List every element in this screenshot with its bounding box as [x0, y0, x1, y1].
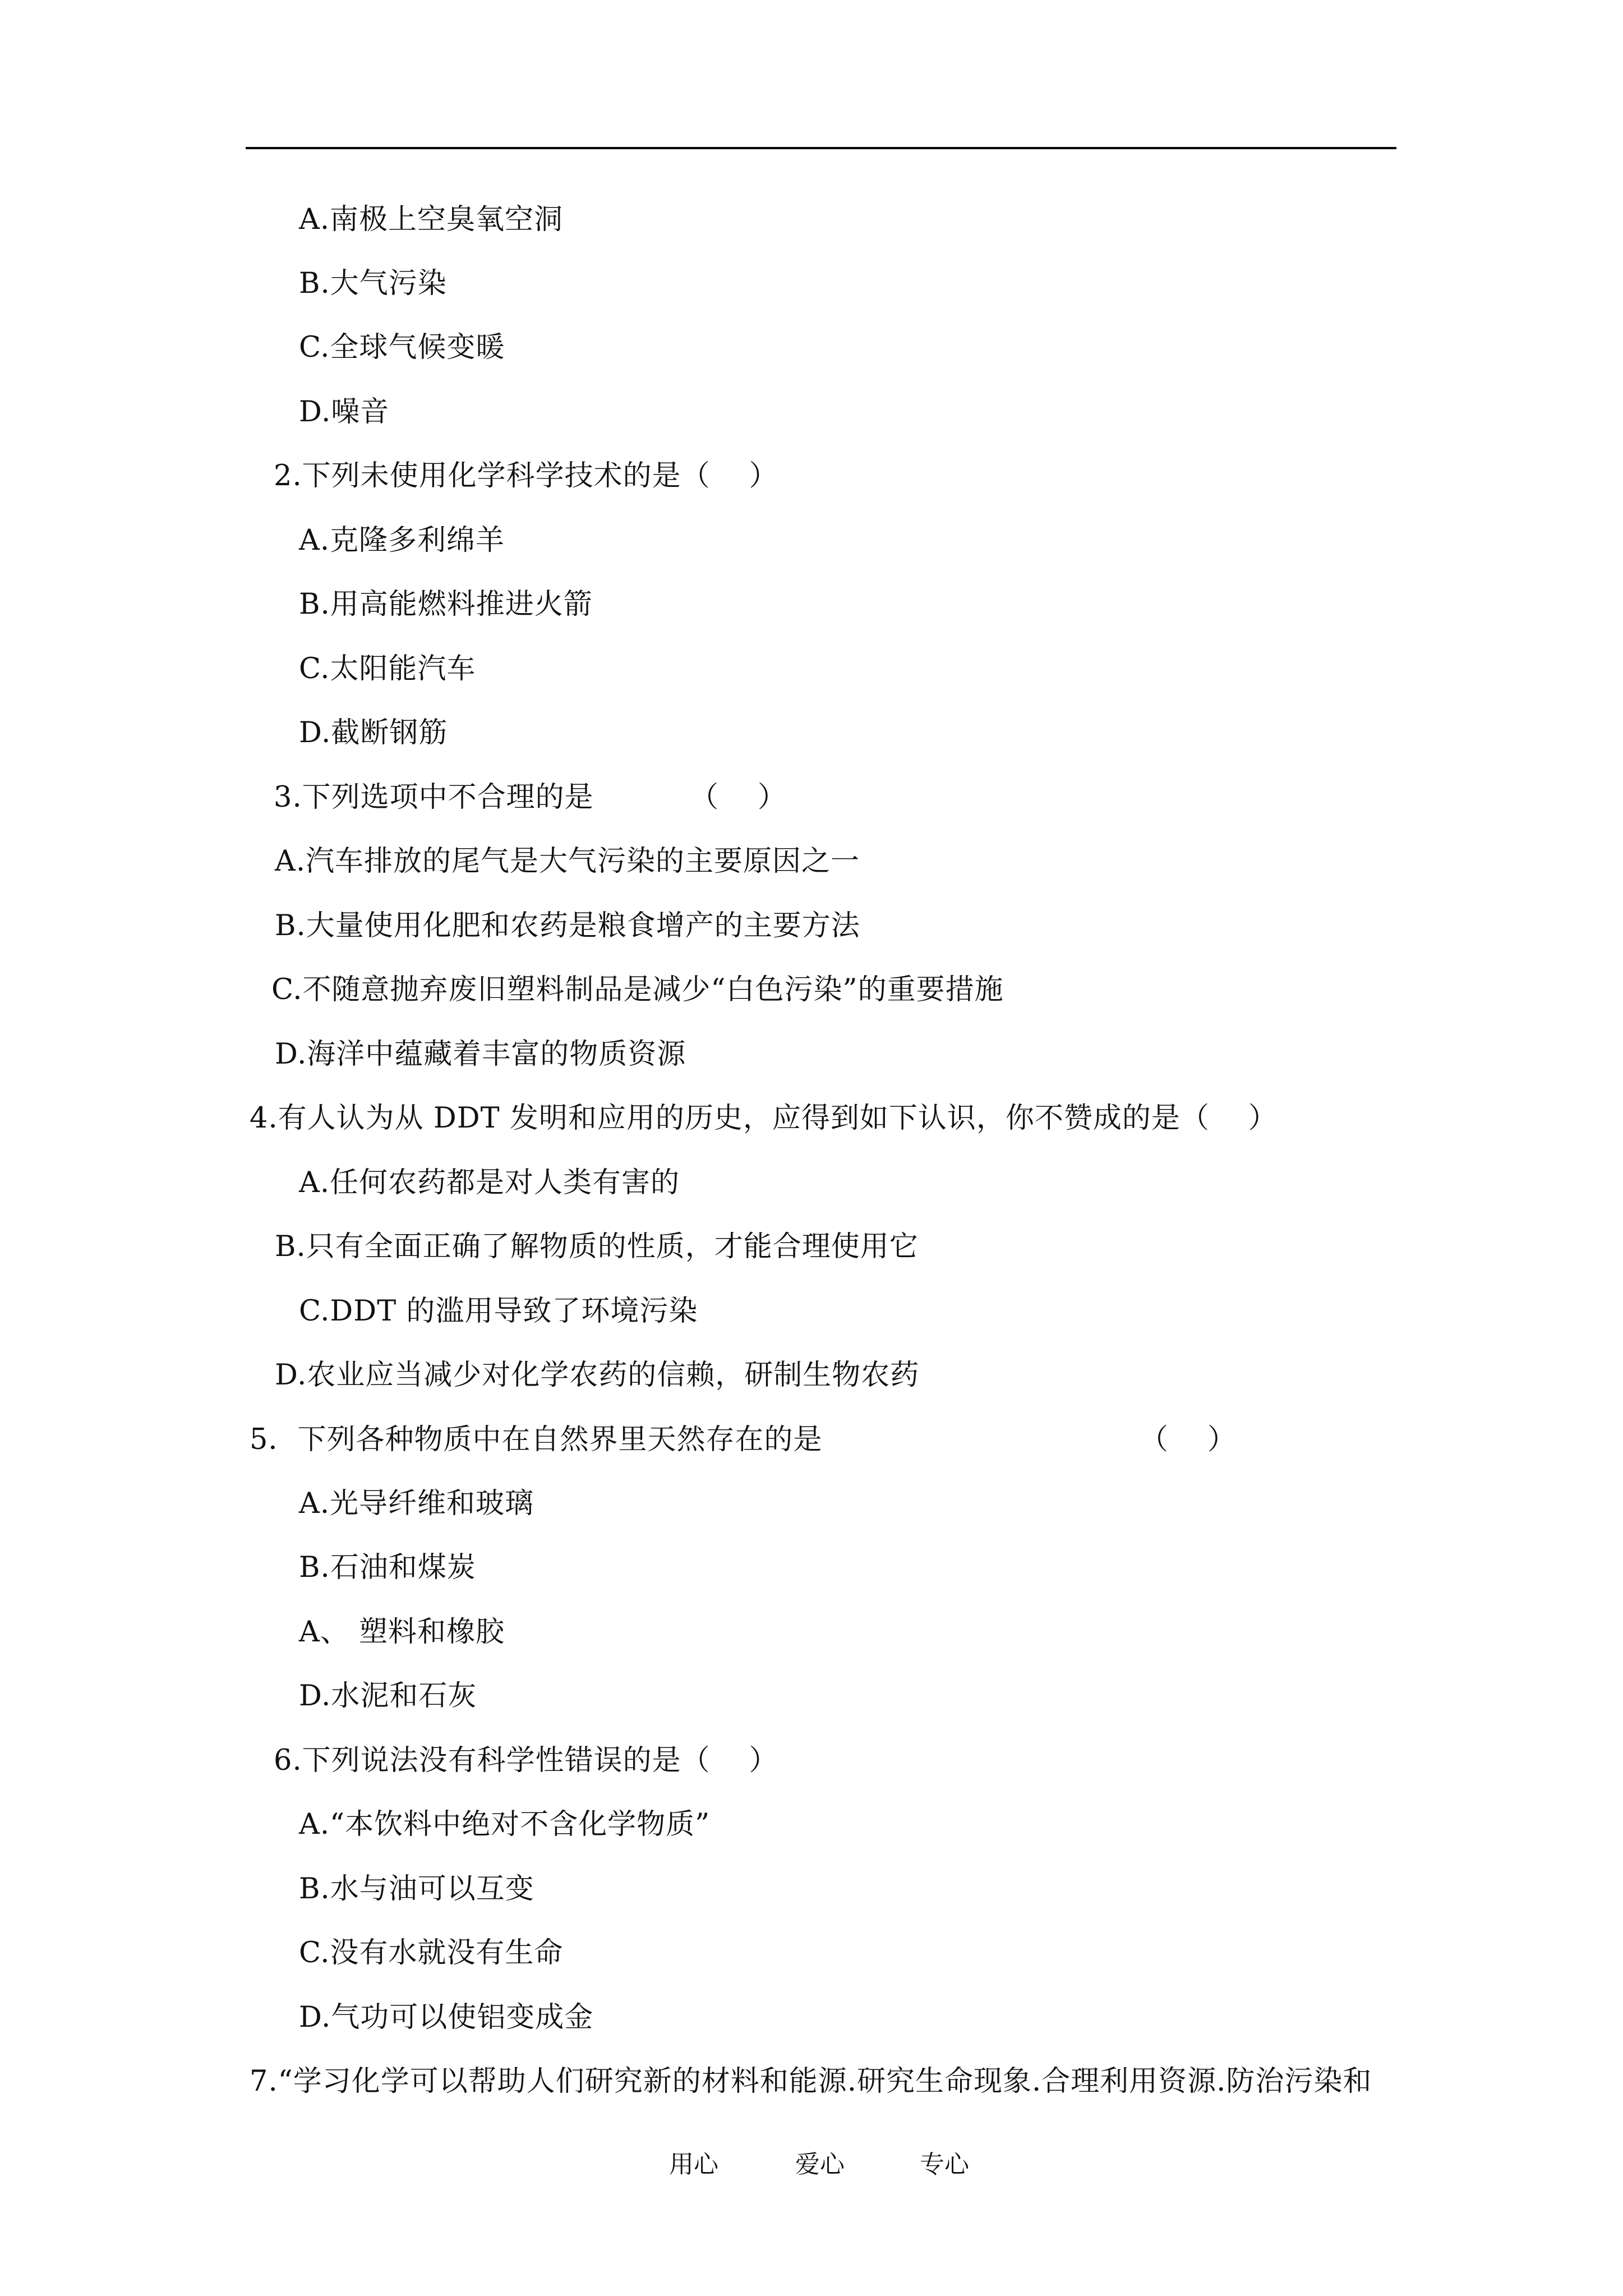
- q4-option-b: B.只有全面正确了解物质的性质，才能合理使用它: [275, 1230, 919, 1263]
- q6-option-b: B.水与油可以互变: [299, 1872, 534, 1906]
- q2-option-a: A.克隆多利绵羊: [299, 524, 505, 557]
- q2-option-c: C.太阳能汽车: [299, 652, 476, 685]
- q2-option-b: B.用高能燃料推进火箭: [299, 588, 593, 621]
- footer-label: 用心: [669, 2150, 718, 2179]
- q4-option-c: C.DDT 的滥用导致了环境污染: [299, 1295, 698, 1328]
- q5-option-a: A.光导纤维和玻璃: [299, 1487, 534, 1520]
- q6-option-c: C.没有水就没有生命: [299, 1936, 564, 1970]
- q4-option-d: D.农业应当减少对化学农药的信赖，研制生物农药: [275, 1359, 920, 1392]
- q3-answer-bracket: （ ）: [690, 781, 787, 814]
- q1-option-b: B.大气污染: [299, 267, 447, 300]
- q1-option-d: D.噪音: [299, 395, 390, 429]
- q6-option-a: A.“本饮料中绝对不含化学物质”: [299, 1808, 711, 1841]
- question-4: 4.有人认为从 DDT 发明和应用的历史，应得到如下认识，你不赞成的是（ ）: [250, 1102, 1278, 1135]
- question-5: 5．下列各种物质中在自然界里天然存在的是: [250, 1423, 823, 1456]
- question-7: 7.“学习化学可以帮助人们研究新的材料和能源.研究生命现象.合理利用资源.防治污染和: [250, 2065, 1372, 2098]
- question-3: 3.下列选项中不合理的是: [274, 781, 594, 814]
- q6-option-d: D.气功可以使铝变成金: [299, 2001, 594, 2034]
- q3-option-d: D.海洋中蕴藏着丰富的物质资源: [275, 1038, 686, 1071]
- q5-option-c: A、 塑料和橡胶: [299, 1616, 505, 1649]
- question-2: 2.下列未使用化学科学技术的是（ ）: [274, 459, 778, 493]
- footer-label: 爱心: [795, 2150, 845, 2179]
- footer-label: 专心: [920, 2150, 969, 2179]
- q5-answer-bracket: （ ）: [1140, 1423, 1237, 1456]
- q3-option-b: B.大量使用化肥和农药是粮食增产的主要方法: [275, 909, 860, 942]
- q5-option-b: B.石油和煤炭: [299, 1551, 476, 1584]
- q1-option-a: A.南极上空臭氧空洞: [299, 203, 564, 236]
- header-rule: [246, 147, 1396, 149]
- q3-option-a: A.汽车排放的尾气是大气污染的主要原因之一: [275, 845, 860, 878]
- q5-option-d: D.水泥和石灰: [299, 1680, 477, 1713]
- q4-option-a: A.任何农药都是对人类有害的: [299, 1166, 680, 1199]
- q3-option-c: C.不随意抛弃废旧塑料制品是减少“白色污染”的重要措施: [271, 973, 1004, 1006]
- q2-option-d: D.截断钢筋: [299, 716, 448, 749]
- question-6: 6.下列说法没有科学性错误的是（ ）: [274, 1744, 778, 1777]
- q1-option-c: C.全球气候变暖: [299, 331, 505, 364]
